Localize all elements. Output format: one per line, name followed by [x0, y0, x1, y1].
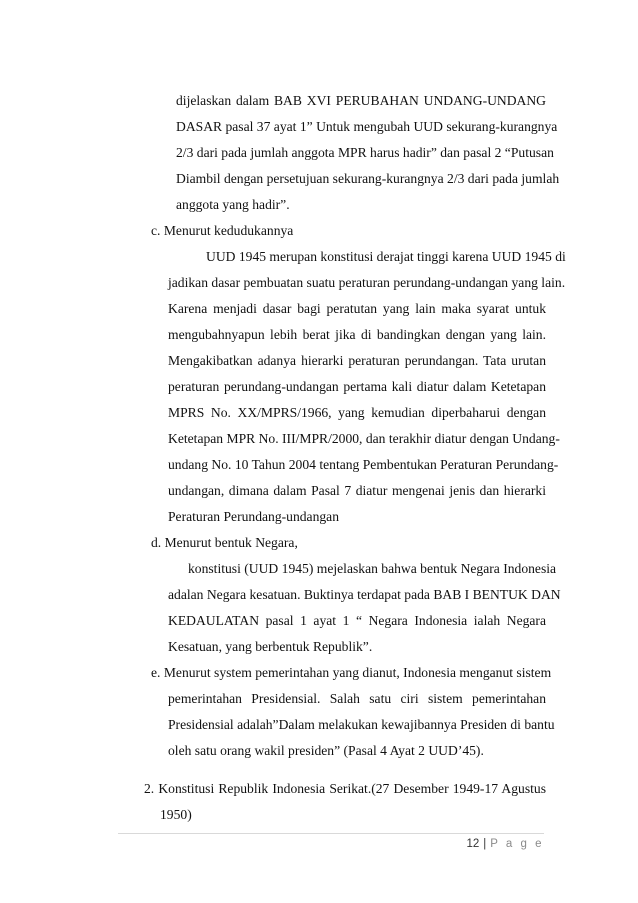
body-line: DASAR pasal 37 ayat 1” Untuk mengubah UUD sekurang-kurangnya — [176, 119, 558, 134]
body-line: Ketetapan MPR No. III/MPR/2000, dan terakhir diatur dengan Undang- — [168, 431, 560, 446]
body-line: 2/3 dari pada jumlah anggota MPR harus hadir” dan pasal 2 “Putusan — [176, 145, 554, 160]
body-line: Karena menjadi dasar bagi peratutan yang lain maka syarat untuk — [168, 301, 546, 316]
body-line: Peraturan Perundang-undangan — [168, 509, 339, 524]
list-item-heading: d. Menurut bentuk Negara, — [151, 535, 298, 550]
page-label: P a g e — [490, 838, 544, 850]
body-line: undangan, dimana dalam Pasal 7 diatur mengenai jenis dan hierarki — [168, 483, 546, 498]
body-line: jadikan dasar pembuatan suatu peraturan perundang-undangan yang lain. — [168, 275, 566, 290]
body-line: Mengakibatkan adanya hierarki peraturan perundangan. Tata urutan — [168, 353, 546, 368]
body-line: Presidensial adalah”Dalam melakukan kewajibannya Presiden di bantu — [168, 717, 555, 732]
body-line: UUD 1945 merupan konstitusi derajat tinggi karena UUD 1945 di — [206, 249, 566, 264]
section-heading: 2. Konstitusi Republik Indonesia Serikat.(27 Desember 1949-17 Agustus — [144, 781, 546, 796]
body-line: konstitusi (UUD 1945) mejelaskan bahwa bentuk Negara Indonesia — [188, 561, 557, 576]
body-line: peraturan perundang-undangan pertama kali diatur dalam Ketetapan — [168, 379, 546, 394]
body-line: MPRS No. XX/MPRS/1966, yang kemudian diperbaharui dengan — [168, 405, 546, 420]
body-line: Diambil dengan persetujuan sekurang-kurangnya 2/3 dari pada jumlah — [176, 171, 560, 186]
body-line: adalan Negara kesatuan. Buktinya terdapat pada BAB I BENTUK DAN — [168, 587, 561, 602]
list-item-heading: c. Menurut kedudukannya — [151, 223, 294, 238]
body-line: mengubahnyapun lebih berat jika di bandingkan dengan yang lain. — [168, 327, 546, 342]
body-line: oleh satu orang wakil presiden” (Pasal 4 Ayat 2 UUD’45). — [168, 743, 484, 758]
body-line: Kesatuan, yang berbentuk Republik”. — [168, 639, 373, 654]
body-line: anggota yang hadir”. — [176, 197, 290, 212]
body-line: undang No. 10 Tahun 2004 tentang Pembentukan Peraturan Perundang- — [168, 457, 559, 472]
body-line: KEDAULATAN pasal 1 ayat 1 “ Negara Indonesia ialah Negara — [168, 613, 546, 628]
section-heading-continued: 1950) — [160, 807, 192, 822]
footer-separator: | — [483, 838, 487, 850]
body-line: dijelaskan dalam BAB XVI PERUBAHAN UNDANG-UNDANG — [176, 93, 546, 108]
page-footer — [466, 838, 544, 850]
page-number: 12 — [466, 838, 480, 850]
list-item-heading: e. Menurut system pemerintahan yang dianut, Indonesia menganut sistem — [151, 665, 552, 680]
body-line: pemerintahan Presidensial. Salah satu ciri sistem pemerintahan — [168, 691, 546, 706]
footer-divider — [118, 833, 544, 834]
